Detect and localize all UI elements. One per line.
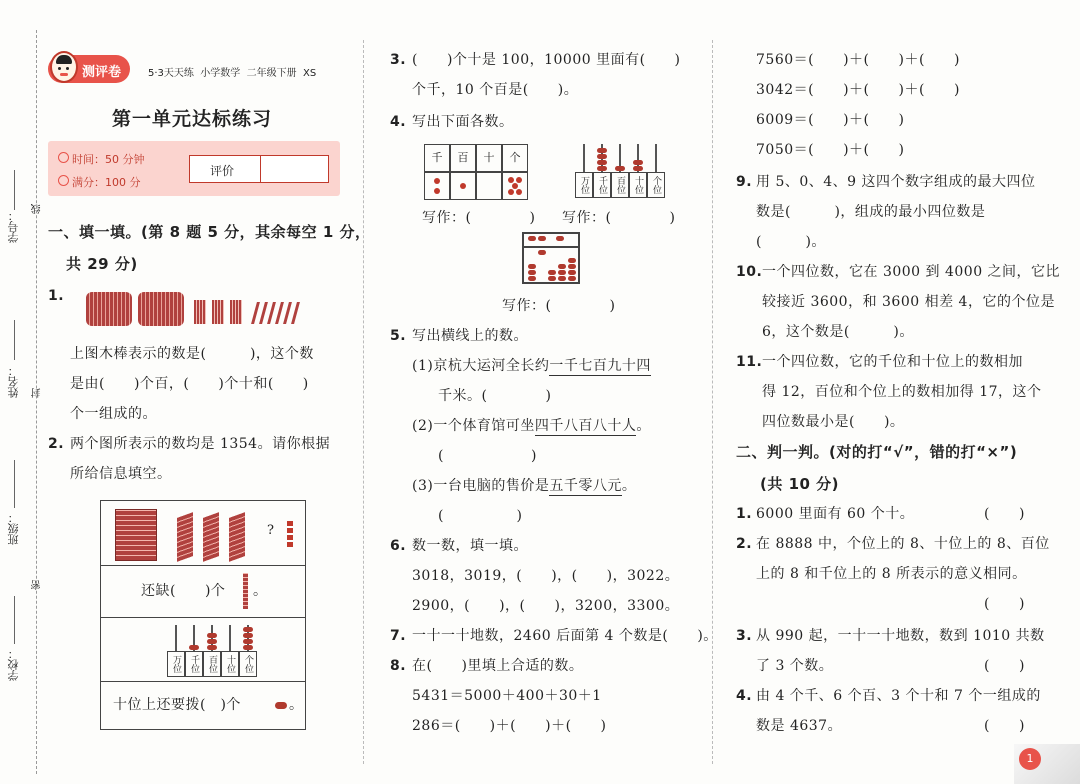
j4-line-1: 由 4 个千、6 个百、3 个十和 7 个一组成的 [756,688,1041,704]
header-badge [48,55,130,83]
column-divider-2 [712,40,713,764]
side-label-xuehao: 学号： [7,210,20,243]
q2-number: 2. [48,436,65,452]
q6-title: 数一数，填一填。 [412,538,528,554]
q8-number: 8. [390,658,407,674]
j2-number: 2. [736,536,753,552]
side-write-line-2 [14,320,15,360]
j3-paren: ( ) [984,658,1025,674]
side-label-feng: 封 [32,388,43,398]
q1-line-1: 上图木棒表示的数是( )，这个数 [70,346,314,362]
clock-icon [58,152,69,163]
q5-item-1-answer: 千米。( ) [438,388,552,404]
page-number-badge [1014,744,1080,784]
time-text: 时间：50 分钟 [72,153,145,166]
abacus-labels: 万位 千位 百位 十位 个位 [167,651,257,677]
hundred-flat-icon [229,512,245,562]
question-mark: ? [267,523,274,538]
side-write-line-4 [14,596,15,644]
q6-line-1: 3018，3019，( )，( )，3022。 [412,568,680,584]
q5-item-2: (2)一个体育馆可坐四千八百八十人。 [412,418,651,434]
j1-paren: ( ) [984,506,1025,522]
q11-number: 11. [736,354,763,370]
q9-line-2: 数是( )，组成的最小四位数是 [756,204,986,220]
write-answer-3: 写作：( ) [502,298,616,314]
q3-line-1: ( )个十是 100，10000 里面有( ) [412,52,681,68]
side-label-banji: 班级： [7,512,20,545]
q10-line-1: 一个四位数，它在 3000 到 4000 之间，它比 [762,264,1061,280]
counting-frame [522,232,580,284]
hundred-flat-icon [177,512,193,562]
header-series: 5·3天天练 小学数学 二年级下册 XS [148,68,317,79]
side-label-mi: 密 [32,580,43,590]
side-label-xian: 线 [32,204,43,214]
q8-line-1: 5431＝5000＋400＋30＋1 [412,688,602,704]
q6-number: 6. [390,538,407,554]
page-number: 1 [1019,748,1041,770]
sticks-image [86,286,306,328]
q5-title: 写出横线上的数。 [412,328,528,344]
q3-line-2: 个千，10 个百是( )。 [412,82,579,98]
q8-eq-4: 7050＝( )＋( ) [756,142,905,158]
side-label-xuexiao: 学校： [7,648,20,681]
j2-line-1: 在 8888 中，个位上的 8、十位上的 8、百位 [756,536,1050,552]
badge-label: 测评卷 [82,65,122,80]
section-1-heading-2: 共 29 分) [66,255,138,273]
side-label-xingming: 姓名： [7,365,20,398]
write-answer-2: 写作：( ) [562,210,676,226]
eval-box [189,155,329,183]
q2-line-2: 所给信息填空。 [70,466,172,482]
section-2-heading-2: (共 10 分) [760,475,840,493]
j1-text: 6000 里面有 60 个十。 [756,506,915,522]
j4-number: 4. [736,688,753,704]
section-2-heading: 二、判一判。(对的打“√”，错的打“×”) [736,443,1018,461]
box-tens-end: 。 [289,697,304,713]
j4-paren: ( ) [984,718,1025,734]
side-write-line-3 [14,460,15,508]
j3-line-2: 了 3 个数。 [756,658,834,674]
q8-eq-2: 3042＝( )＋( )＋( ) [756,82,960,98]
column-divider-1 [363,40,364,764]
binding-line [36,30,37,774]
q6-line-2: 2900，( )，( )，3200，3300。 [412,598,680,614]
q11-line-1: 一个四位数，它的千位和十位上的数相加 [762,354,1023,370]
section-1-heading: 一、填一填。(第 8 题 5 分，其余每空 1 分， [48,223,371,241]
q11-line-2: 得 12，百位和个位上的数相加得 17，这个 [762,384,1042,400]
page-title: 第一单元达标练习 [112,108,273,130]
ten-rod-icon [243,573,248,609]
q7-number: 7. [390,628,407,644]
q5-item-1: (1)京杭大运河全长约一千七百九十四 [412,358,651,374]
j2-paren: ( ) [984,596,1025,612]
q8-title: 在( )里填上合适的数。 [412,658,584,674]
q5-number: 5. [390,328,407,344]
q10-line-2: 较接近 3600，和 3600 相差 4，它的个位是 [762,294,1055,310]
q11-line-3: 四位数最小是( )。 [762,414,905,430]
hundred-flat-icon [203,512,219,562]
mascot-icon [50,51,78,83]
q3-number: 3. [390,52,407,68]
j3-line-1: 从 990 起，一十一十地数，数到 1010 共数 [756,628,1045,644]
q10-line-3: 6，这个数是( )。 [762,324,914,340]
j2-line-2: 上的 8 和千位上的 8 所表示的意义相同。 [756,566,1027,582]
thousand-cube-icon [115,509,157,561]
q7-line-1: 一十一十地数，2460 后面第 4 个数是( )。 [412,628,718,644]
j4-line-2: 数是 4637。 [756,718,843,734]
check-icon [58,175,69,186]
q2-line-1: 两个图所表示的数均是 1354。请你根据 [70,436,331,452]
q1-number: 1. [48,288,65,304]
box-lack-end: 。 [253,583,268,599]
side-write-line-1 [14,170,15,210]
q10-number: 10. [736,264,763,280]
q2-figure-box [100,500,306,730]
q1-line-3: 个一组成的。 [70,406,157,422]
q9-line-3: ( )。 [756,234,826,250]
info-box [48,141,340,196]
score-text: 满分：100 分 [72,176,141,189]
place-value-table: 千 百 十 个 [424,144,528,200]
bead-icon [275,702,287,709]
box-lack-text: 还缺( )个 [141,583,226,599]
q8-eq-1: 7560＝( )＋( )＋( ) [756,52,960,68]
q8-eq-3: 6009＝( )＋( ) [756,112,905,128]
q5-item-3-answer: ( ) [438,508,523,524]
q9-number: 9. [736,174,753,190]
q5-item-2-answer: ( ) [438,448,537,464]
write-answer-1: 写作：( ) [422,210,536,226]
j3-number: 3. [736,628,753,644]
abacus-figure-2: 万位 千位 百位 十位 个位 [575,144,665,200]
box-tens-text: 十位上还要拨( )个 [113,697,241,713]
q8-line-2: 286＝( )＋( )＋( ) [412,718,607,734]
unit-blocks-icon [287,521,293,547]
q1-line-2: 是由( )个百，( )个十和( ) [70,376,309,392]
q4-number: 4. [390,114,407,130]
q5-item-3: (3)一台电脑的售价是五千零八元。 [412,478,637,494]
q9-line-1: 用 5、0、4、9 这四个数字组成的最大四位 [756,174,1036,190]
q4-title: 写出下面各数。 [412,114,514,130]
eval-label: 评价 [210,164,235,178]
j1-number: 1. [736,506,753,522]
